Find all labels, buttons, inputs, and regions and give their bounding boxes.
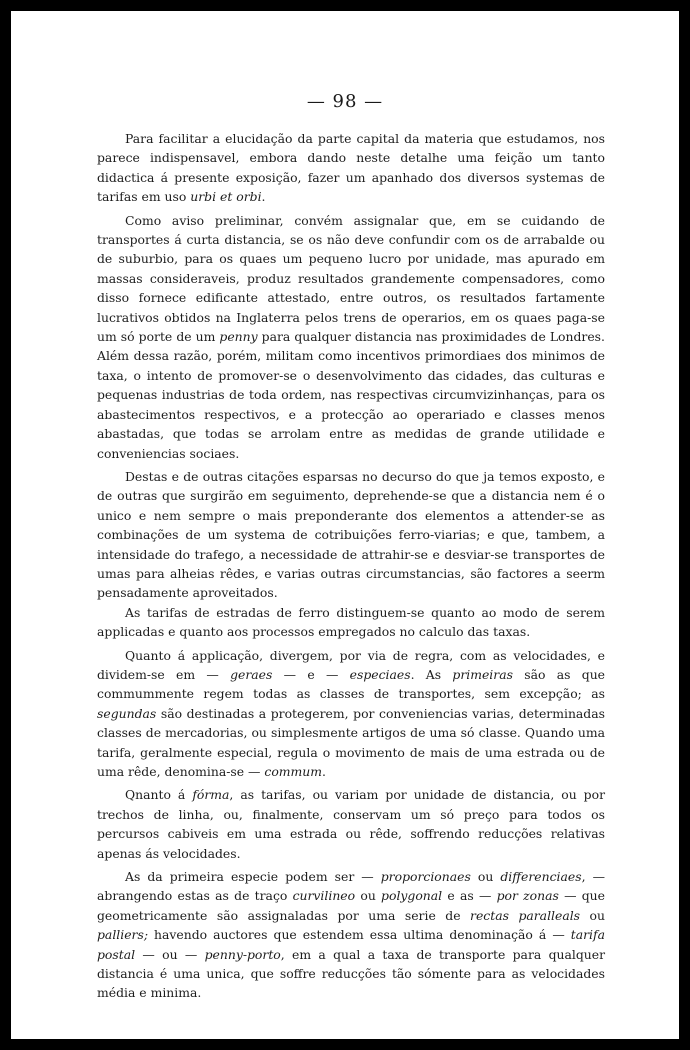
- text-run: . As: [410, 666, 453, 682]
- italic-term: tarifa postal: [97, 927, 605, 962]
- text-run: — ou —: [135, 946, 205, 962]
- text-run: — e —: [272, 666, 350, 682]
- italic-term: curvilineo: [292, 888, 356, 904]
- paragraph: [97, 646, 605, 782]
- text-run: Para facilitar a elucidação da parte capital da materia que estudamos, nos parece indispensavel, embora dando neste detalhe uma feição um tanto didactica á presente exposição, fazer um apanhado dos diversos systemas de tarifas em uso: [97, 131, 605, 205]
- italic-term: fórma: [192, 787, 230, 803]
- text-run: havendo auctores que estendem essa ultima denominação á —: [148, 927, 571, 943]
- text-run: Como aviso preliminar, convém assignalar que, em se cuidando de transportes á curta distancia, se os não deve confundir com os de arrabalde ou de suburbio, para os quaes um pequeno lucro por unidade, mas apurado em massas consideraveis, produz resultados grandemente compensadores, como disso fornece edificante attestado, entre outros, os resultados fartamente lucrativos obtidos na Inglaterra pelos trens de operarios, em os quaes paga-se um só porte de um: [97, 212, 605, 345]
- text-run: , as tarifas, ou variam por unidade de distancia, ou por trechos de linha, ou, finalmente, conservam um só preço para todos os percursos cabiveis em uma estrada ou rêde, soffrendo reducções relativas apenas ás velocidades.: [97, 787, 605, 861]
- italic-term: segundas: [97, 705, 157, 721]
- italic-term: geraes: [230, 666, 273, 682]
- italic-term: penny-porto: [204, 946, 281, 962]
- italic-term: urbi et orbi: [190, 189, 262, 205]
- italic-term: por zonas: [496, 888, 559, 904]
- italic-term: rectas paralleals: [470, 907, 581, 923]
- italic-term: palliers;: [97, 927, 148, 943]
- text-run: Quanto á applicação, divergem, por via de regra, com as velocidades, e dividem-se em —: [97, 647, 605, 682]
- italic-term: especiaes: [349, 666, 411, 682]
- document-page: [11, 11, 679, 1039]
- body-text: [97, 129, 605, 1007]
- page-number: — 98 —: [306, 91, 384, 112]
- text-run: As tarifas de estradas de ferro distinguem-se quanto ao modo de serem applicadas e quanto aos processos empregados no calculo das taxas.: [97, 604, 605, 640]
- text-run: — que geometricamente são assignaladas por uma serie de: [97, 888, 605, 923]
- text-run: As da primeira especie podem ser —: [125, 869, 381, 885]
- paragraph: [97, 603, 605, 642]
- text-run: são destinadas a protegerem, por conveniencias varias, determinadas classes de mercadorias, ou simplesmente artigos de uma só classe. Quando uma tarifa, geralmente especial, regula o movimento de mais de uma estrada ou de uma rêde, denomina-se —: [97, 705, 605, 779]
- text-run: .: [261, 189, 266, 205]
- text-run: , — abrangendo estas as de traço: [97, 869, 605, 904]
- italic-term: polygonal: [381, 888, 443, 904]
- text-run: para qualquer distancia nas proximidades de Londres. Além dessa razão, porém, militam como incentivos primordiaes dos minimos de taxa, o intento de promover-se o desenvolvimento das cidades, das culturas e pequenas industrias de toda ordem, nas respectivas circumvizinhanças, para os abastecimentos respectivos, e a protecção ao operariado e classes menos abastadas, que todas se arrolam entre as medidas de grande utilidade e conveniencias sociaes.: [97, 329, 605, 461]
- text-run: .: [322, 764, 326, 779]
- text-run: Destas e de outras citações esparsas no decurso do que ja temos exposto, e de outras que surgirão em seguimento, deprehende-se que a distancia nem é o unico e nem sempre o mais preponderante dos elementos a attender-se as combinações de um systema de cotribuições ferro-viarias; e que, tambem, a intensidade do trafego, a necessidade de attrahir-se e desviar-se transportes de umas para alheias rêdes, e varias outras circumstancias, são factores a seerm pensadamente aproveitados.: [97, 468, 605, 601]
- paragraph: [97, 785, 605, 863]
- text-run: , em a qual a taxa de transporte para qualquer distancia é uma unica, que soffre reducções tão sómente para as velocidades média e minima.: [97, 946, 605, 1001]
- text-run: e as —: [442, 888, 497, 904]
- italic-term: differenciaes: [500, 869, 582, 885]
- text-run: são as que commummente regem todas as classes de transportes, sem excepção; as: [97, 666, 606, 702]
- italic-term: penny: [219, 329, 258, 345]
- text-run: ou: [470, 869, 501, 885]
- paragraph: [97, 129, 605, 207]
- italic-term: primeiras: [452, 666, 513, 682]
- text-run: ou: [580, 907, 605, 923]
- text-run: ou: [355, 888, 382, 904]
- italic-term: proporcionaes: [380, 869, 471, 885]
- paragraph: [97, 211, 605, 463]
- italic-term: commum: [264, 764, 323, 779]
- text-run: Qnanto á: [125, 787, 193, 803]
- paragraph: [97, 467, 605, 603]
- paragraph: [97, 867, 605, 1003]
